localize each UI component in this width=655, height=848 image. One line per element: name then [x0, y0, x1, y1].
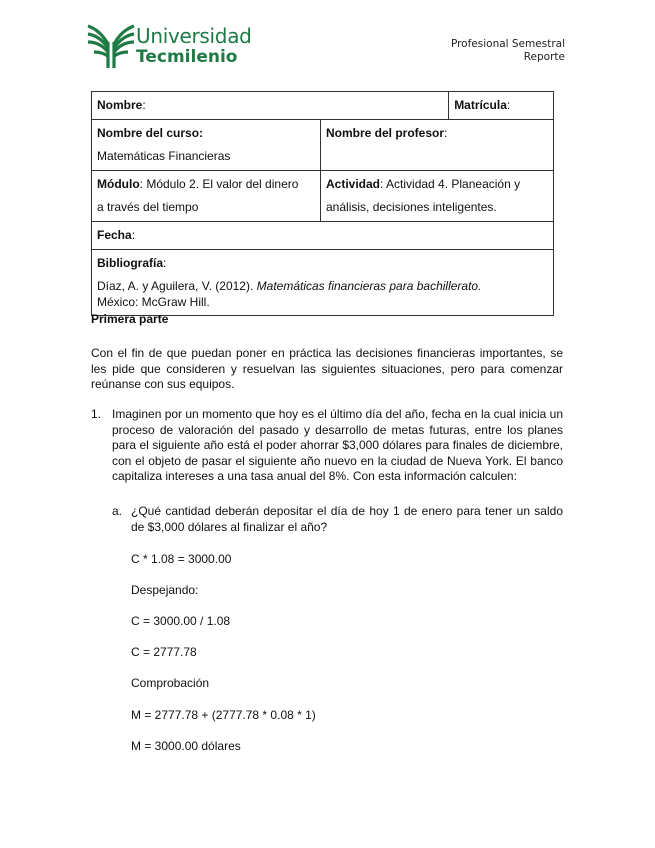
bib-label: Bibliografía [97, 256, 164, 270]
date-cell: Fecha: [92, 222, 554, 250]
module-cell [92, 171, 321, 222]
module-value-2: a través del tiempo [97, 200, 199, 214]
date-label: Fecha [97, 228, 132, 242]
section-title [91, 312, 168, 326]
logo-line-1: Universidad [136, 24, 252, 48]
activity-label: Actividad [326, 177, 381, 191]
activity-value-2: análisis, decisiones inteligentes. [326, 200, 497, 214]
activity-cell [321, 171, 554, 222]
professor-cell: Nombre del profesor: [321, 120, 554, 171]
course-cell [92, 120, 321, 171]
name-cell: Nombre: [92, 92, 449, 120]
doc-type-line-2: Reporte [523, 51, 565, 63]
calc-line-1: C * 1.08 = 3000.00 [131, 552, 232, 566]
question-1-number: 1. [91, 407, 102, 421]
matricula-label: Matrícula [454, 98, 507, 112]
row-course [92, 120, 554, 171]
intro-paragraph: Con el fin de que puedan poner en práctica las decisiones financieras importantes, se les pide que consideren y resuelvan las siguientes situaciones, pero para comenzar reúnanse con sus equipos. [91, 346, 563, 391]
name-label: Nombre [97, 98, 143, 112]
course-info-table [91, 91, 554, 316]
section-title-text: Primera parte [91, 312, 169, 326]
course-value: Matemáticas Financieras [97, 149, 231, 163]
calc-line-3: C = 3000.00 / 1.08 [131, 614, 231, 628]
module-label: Módulo [97, 177, 140, 191]
university-logo [86, 22, 136, 70]
bib-title: Matemáticas financieras para bachillerato. [256, 279, 482, 293]
bib-authors: Díaz, A. y Aguilera, V. (2012). [97, 279, 254, 293]
bibliography-cell: Bibliografía: Díaz, A. y Aguilera, V. (2012). Matemáticas financieras para bachillerato. México: McGraw Hill. [92, 250, 554, 316]
document-type [451, 38, 565, 64]
matricula-cell: Matrícula: [449, 92, 554, 120]
calc-line-4: C = 2777.78 [131, 645, 197, 659]
question-1-text: Imaginen por un momento que hoy es el último día del año, fecha en la cual inicia un proceso de valoración del pasado y desarrollo de metas futuras, entre los planes para el siguiente año está el poder ahorrar $3,000 dólares para finales de diciembre, con el objeto de pasar el siguiente año nuevo en la ciudad de Nueva York. El banco capitaliza intereses a una tasa anual del 8%. Con esta información calculen: [112, 407, 563, 484]
professor-label: Nombre del profesor [326, 126, 445, 140]
activity-value-1: : Actividad 4. Planeación y [380, 177, 521, 191]
doc-type-line-1: Profesional Semestral [450, 38, 565, 50]
row-module [92, 171, 554, 222]
course-label: Nombre del curso: [97, 126, 204, 140]
calc-line-7: M = 3000.00 dólares [131, 739, 241, 753]
bib-publisher: México: McGraw Hill. [97, 294, 210, 309]
question-1a-text: ¿Qué cantidad deberán depositar el día de hoy 1 de enero para tener un saldo de $3,000 dólares al finalizar el año? [131, 504, 563, 534]
module-value-1: : Módulo 2. El valor del dinero [139, 177, 299, 191]
bib-entry [97, 279, 548, 310]
row-date [92, 222, 554, 250]
row-bibliography [92, 250, 554, 316]
calc-line-6: M = 2777.78 + (2777.78 * 0.08 * 1) [131, 708, 316, 722]
calc-line-2: Despejando: [131, 583, 199, 597]
calc-line-5: Comprobación [131, 676, 210, 690]
logo-line-2: Tecmilenio [136, 47, 238, 67]
question-1a-letter: a. [112, 504, 123, 518]
row-name [92, 92, 554, 120]
